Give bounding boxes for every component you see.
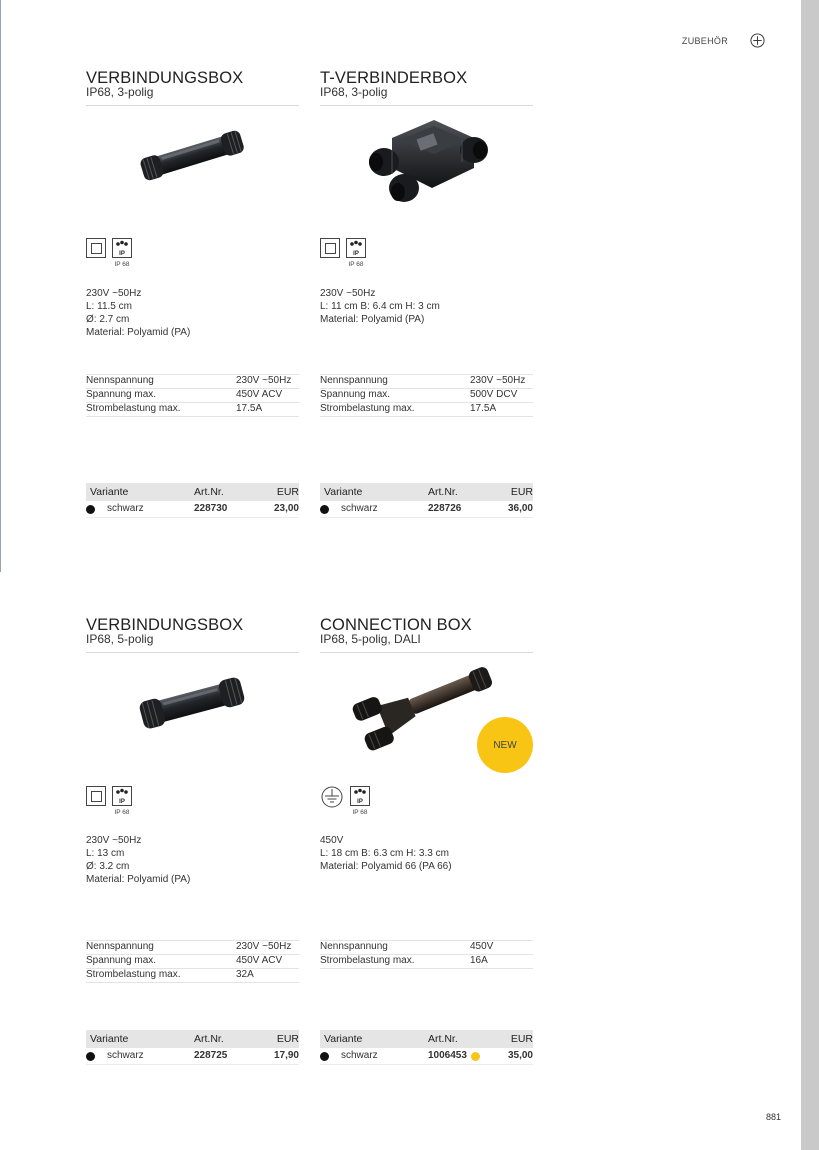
spec-row [86, 969, 299, 983]
spec-key: Strombelastung max. [320, 403, 415, 414]
spec-row [86, 389, 299, 403]
earth-ground-icon [320, 786, 344, 808]
variant-name: schwarz [107, 1050, 144, 1061]
color-swatch-black [320, 1052, 329, 1061]
price: 36,00 [507, 503, 533, 514]
col-variant: Variante [324, 1033, 363, 1045]
desc-line: 230V ~50Hz [86, 835, 142, 846]
article-number: 1006453 [428, 1050, 467, 1061]
spec-row [86, 955, 299, 969]
spec-key: Spannung max. [320, 389, 391, 400]
article-number: 228726 [428, 503, 462, 514]
spec-table [320, 374, 533, 417]
desc-line: Material: Polyamid (PA) [86, 874, 191, 885]
divider [320, 652, 533, 653]
spec-value: 450V ACV [236, 389, 283, 400]
price: 35,00 [507, 1050, 533, 1061]
section-label: ZUBEHÖR [681, 35, 728, 46]
class-ii-icon [320, 238, 340, 258]
class-ii-icon [86, 238, 106, 258]
spec-value: 32A [236, 969, 254, 980]
certification-icons [320, 238, 366, 268]
spec-value: 230V ~50Hz [236, 941, 292, 952]
spec-key: Strombelastung max. [320, 955, 415, 966]
class-ii-icon [86, 786, 106, 806]
plus-circle-icon[interactable] [750, 33, 765, 48]
article-number: 228730 [194, 503, 228, 514]
product-description [86, 287, 190, 339]
desc-line: Material: Polyamid 66 (PA 66) [320, 861, 452, 872]
variant-table-header [320, 1030, 533, 1048]
right-edge-strip [801, 0, 819, 1150]
desc-line: L: 13 cm [86, 848, 125, 859]
color-swatch-black [86, 1052, 95, 1061]
certification-icons [86, 238, 132, 268]
product-photo [132, 124, 252, 186]
col-eur: EUR [510, 1033, 533, 1045]
ip-caption: IP 68 [352, 809, 368, 816]
spec-table [86, 374, 299, 417]
product-photo [362, 110, 490, 210]
product-description [86, 834, 190, 886]
certification-icons [320, 786, 370, 816]
color-swatch-black [86, 505, 95, 514]
variant-table [86, 483, 299, 518]
spec-key: Nennspannung [86, 375, 154, 386]
color-swatch-black [320, 505, 329, 514]
svg-text:IP: IP [119, 251, 125, 257]
variant-name: schwarz [107, 503, 144, 514]
divider [86, 105, 299, 106]
desc-line: Material: Polyamid (PA) [320, 314, 425, 325]
new-marker-dot [471, 1052, 480, 1061]
product-title: T-VERBINDERBOX [320, 69, 468, 87]
product-photo [132, 670, 252, 736]
ip-caption: IP 68 [114, 809, 130, 816]
col-variant: Variante [90, 486, 129, 498]
desc-line: L: 11.5 cm [86, 301, 132, 312]
svg-text:IP: IP [119, 799, 125, 805]
product-title-block [320, 617, 533, 653]
spec-value: 17.5A [470, 403, 497, 414]
product-title-block [86, 70, 299, 106]
col-art-nr: Art.Nr. [194, 486, 224, 498]
product-title-block [86, 617, 299, 653]
product-title: VERBINDUNGSBOX [86, 69, 244, 87]
page-header [682, 33, 765, 48]
desc-line: Material: Polyamid (PA) [86, 327, 191, 338]
col-art-nr: Art.Nr. [428, 486, 458, 498]
spec-key: Nennspannung [320, 375, 388, 386]
variant-table-header [320, 483, 533, 501]
spec-value: 16A [470, 955, 488, 966]
divider [320, 105, 533, 106]
spec-key: Nennspannung [320, 941, 388, 952]
spec-row [86, 403, 299, 417]
variant-name: schwarz [341, 503, 378, 514]
col-eur: EUR [276, 1033, 299, 1045]
col-eur: EUR [510, 486, 533, 498]
spec-row [320, 389, 533, 403]
variant-table [320, 483, 533, 518]
spec-value: 500V DCV [470, 389, 518, 400]
price: 17,90 [273, 1050, 299, 1061]
ip-droplets-icon [112, 238, 132, 258]
table-row[interactable] [86, 1048, 299, 1065]
svg-text:IP: IP [357, 799, 363, 805]
svg-text:IP: IP [353, 251, 359, 257]
product-subtitle: IP68, 5-polig [86, 632, 154, 646]
ip-droplets-icon [112, 786, 132, 806]
desc-line: Ø: 3.2 cm [86, 861, 130, 872]
ip-droplets-icon [346, 238, 366, 258]
ip-droplets-icon [350, 786, 370, 806]
product-description [320, 834, 452, 873]
col-art-nr: Art.Nr. [194, 1033, 224, 1045]
variant-name: schwarz [341, 1050, 378, 1061]
spec-row [320, 941, 533, 955]
article-number: 228725 [194, 1050, 228, 1061]
spec-row [320, 403, 533, 417]
left-edge-line [0, 0, 1, 572]
spec-key: Strombelastung max. [86, 403, 181, 414]
product-subtitle: IP68, 5-polig, DALI [320, 632, 421, 646]
spec-key: Nennspannung [86, 941, 154, 952]
variant-table [320, 1030, 533, 1065]
product-title: CONNECTION BOX [320, 616, 472, 634]
spec-value: 230V ~50Hz [236, 375, 292, 386]
desc-line: L: 11 cm B: 6.4 cm H: 3 cm [320, 301, 440, 312]
spec-row [320, 375, 533, 389]
desc-line: Ø: 2.7 cm [86, 314, 130, 325]
desc-line: 450V [320, 835, 344, 846]
certification-icons [86, 786, 132, 816]
variant-table-header [86, 1030, 299, 1048]
product-title-block [320, 70, 533, 106]
price: 23,00 [273, 503, 299, 514]
desc-line: L: 18 cm B: 6.3 cm H: 3.3 cm [320, 848, 449, 859]
product-title: VERBINDUNGSBOX [86, 616, 244, 634]
spec-value: 17.5A [236, 403, 263, 414]
spec-key: Spannung max. [86, 389, 157, 400]
new-badge: NEW [477, 717, 533, 773]
spec-row [320, 955, 533, 969]
col-art-nr: Art.Nr. [428, 1033, 458, 1045]
variant-table-header [86, 483, 299, 501]
col-eur: EUR [276, 486, 299, 498]
spec-key: Spannung max. [86, 955, 157, 966]
table-row[interactable] [320, 1048, 533, 1065]
spec-row [86, 941, 299, 955]
ip-caption: IP 68 [348, 261, 364, 268]
ip-caption: IP 68 [114, 261, 130, 268]
variant-table [86, 1030, 299, 1065]
spec-key: Strombelastung max. [86, 969, 181, 980]
page-number: 881 [766, 1112, 782, 1122]
spec-value: 450V ACV [236, 955, 283, 966]
table-row[interactable] [86, 501, 299, 518]
spec-table [86, 940, 299, 983]
product-subtitle: IP68, 3-polig [86, 85, 154, 99]
spec-row [86, 375, 299, 389]
col-variant: Variante [324, 486, 363, 498]
divider [86, 652, 299, 653]
table-row[interactable] [320, 501, 533, 518]
spec-value: 450V [470, 941, 494, 952]
spec-value: 230V ~50Hz [470, 375, 526, 386]
product-description [320, 287, 440, 326]
col-variant: Variante [90, 1033, 129, 1045]
desc-line: 230V ~50Hz [86, 288, 142, 299]
desc-line: 230V ~50Hz [320, 288, 376, 299]
product-subtitle: IP68, 3-polig [320, 85, 388, 99]
spec-table [320, 940, 533, 969]
